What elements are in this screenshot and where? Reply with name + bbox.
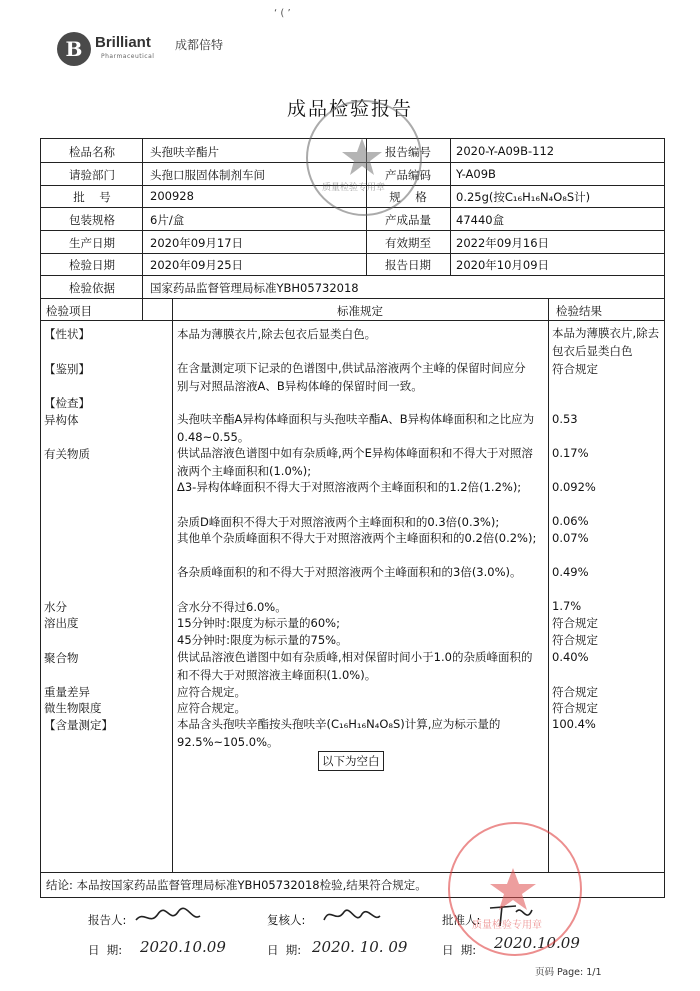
quality-stamp-bottom [448,822,582,956]
rule [450,138,451,275]
res-related-4: 0.07% [552,531,589,545]
label-spec: 规 格 [389,190,427,204]
reporter-label: 报告人: [88,913,127,927]
reporter-signature [134,906,204,932]
std-assay: 本品含头孢呋辛酯按头孢呋辛(C₁₆H₁₆N₄O₈S)计算,应为标示量的92.5%~105.0%。 [177,717,501,749]
date-value-1: 2020.10.09 [140,938,226,956]
res-weight-variation: 符合规定 [552,685,598,699]
std-isomer: 头孢呋辛酯A异构体峰面积与头孢呋辛酯A、B异构体峰面积和之比应为0.48~0.55。 [177,412,535,444]
page-number: 页码 Page: 1/1 [535,967,602,978]
std-polymer: 供试品溶液色谱图中如有杂质峰,相对保留时间小于1.0的杂质峰面积的和不得大于对照溶液主峰面积(1.0%)。 [177,650,533,682]
value-batch: 200928 [150,189,194,203]
res-dissolution-1: 符合规定 [552,616,598,630]
reviewer-signature [322,902,382,932]
std-related-4: 其他单个杂质峰面积不得大于对照溶液两个主峰面积和的0.2倍(0.2%); [177,531,537,545]
std-related-5: 各杂质峰面积的和不得大于对照溶液两个主峰面积和的3倍(3.0%)。 [177,565,522,579]
res-assay: 100.4% [552,717,596,731]
std-microbial: 应符合规定。 [177,701,246,715]
item-assay: 【含量测定】 [44,718,113,732]
value-package: 6片/盒 [150,213,185,227]
std-appearance: 本品为薄膜衣片,除去包衣后显类白色。 [177,327,377,341]
value-spec: 0.25g(按C₁₆H₁₆N₄O₈S计) [456,190,591,204]
res-polymer: 0.40% [552,650,589,664]
res-related-5: 0.49% [552,565,589,579]
logo-chinese: 成都倍特 [175,38,224,52]
label-basis: 检验依据 [69,281,115,295]
rule [172,298,173,872]
date-label-2: 日 期: [267,943,302,957]
label-expiry-date: 有效期至 [385,236,431,250]
std-related-3: 杂质D峰面积不得大于对照溶液两个主峰面积和的0.3倍(0.3%); [177,515,500,529]
value-report-date: 2020年10月09日 [456,258,550,272]
rule [40,230,665,231]
label-batch: 批 号 [73,190,111,204]
value-report-no: 2020-Y-A09B-112 [456,144,555,158]
header-item: 检验项目 [46,304,92,318]
reviewer-label: 复核人: [267,913,306,927]
std-identification: 在含量测定项下记录的色谱图中,供试品溶液两个主峰的保留时间应分别与对照品溶液A、B异构体峰的保留时间一致。 [177,361,526,393]
value-quantity: 47440盒 [456,213,505,227]
company-logo [57,32,224,68]
report-title: 成品检验报告 [286,98,413,120]
approver-label: 批准人: [442,913,481,927]
date-label-1: 日 期: [88,943,123,957]
res-identification: 符合规定 [552,362,598,376]
item-tests: 【检查】 [44,396,90,410]
label-package: 包装规格 [69,213,115,227]
rule [40,275,665,276]
value-production-date: 2020年09月17日 [150,236,244,250]
std-dissolution-1: 15分钟时:限度为标示量的60%; [177,616,340,630]
value-product-code: Y-A09B [456,167,496,181]
rule [40,298,665,299]
item-related-substances: 有关物质 [44,447,90,461]
stamp-bottom-text: 质量检验专用章 [472,920,542,931]
label-production-date: 生产日期 [69,236,115,250]
logo-text: Brilliant [95,34,151,51]
item-polymer: 聚合物 [44,651,79,665]
quality-stamp-top [306,100,422,216]
item-isomer: 异构体 [44,413,79,427]
stamp-top-text: 质量检验专用章 [322,183,386,193]
value-basis: 国家药品监督管理局标准YBH05732018 [150,281,359,295]
logo-icon: B [57,32,91,66]
std-water: 含水分不得过6.0%。 [177,600,287,614]
rule [40,253,665,254]
item-identification: 【鉴别】 [44,362,90,376]
res-water: 1.7% [552,599,582,613]
value-test-date: 2020年09月25日 [150,258,244,272]
date-label-3: 日 期: [442,943,477,957]
res-appearance: 本品为薄膜衣片,除去包衣后显类白色 [552,326,660,358]
res-related-3: 0.06% [552,514,589,528]
item-weight-variation: 重量差异 [44,685,90,699]
std-weight-variation: 应符合规定。 [177,685,246,699]
rule [40,320,665,321]
label-test-date: 检验日期 [69,258,115,272]
label-product-name: 检品名称 [69,145,115,159]
value-expiry-date: 2022年09月16日 [456,236,550,250]
header-result: 检验结果 [556,304,602,318]
date-value-2: 2020. 10. 09 [312,938,408,956]
date-value-3: 2020.10.09 [494,934,580,952]
conclusion: 结论: 本品按国家药品监督管理局标准YBH05732018检验,结果符合规定。 [46,878,427,892]
blank-below-mark: 以下为空白 [318,751,384,771]
label-report-date: 报告日期 [385,258,431,272]
item-water: 水分 [44,600,67,614]
res-microbial: 符合规定 [552,701,598,715]
label-report-no: 报告编号 [385,145,431,159]
std-related-1: 供试品溶液色谱图中如有杂质峰,两个E异构体峰面积和不得大于对照溶液两个主峰面积和(1.0%); [177,446,533,478]
item-dissolution: 溶出度 [44,616,79,630]
value-department: 头孢口服固体制剂车间 [150,168,265,182]
rule [142,138,143,320]
res-isomer: 0.53 [552,412,578,426]
top-marks: ‘ ( ’ [274,8,291,19]
std-related-2: Δ3-异构体峰面积不得大于对照溶液两个主峰面积和的1.2倍(1.2%); [177,480,522,494]
item-appearance: 【性状】 [44,327,90,341]
logo-subtext: Pharmaceutical [101,53,155,60]
label-product-code: 产品编码 [385,168,431,182]
res-dissolution-2: 符合规定 [552,633,598,647]
value-product-name: 头孢呋辛酯片 [150,145,219,159]
std-dissolution-2: 45分钟时:限度为标示量的75%。 [177,633,348,647]
header-standard: 标准规定 [337,304,383,318]
res-related-1: 0.17% [552,446,589,460]
rule [548,298,549,872]
item-microbial: 微生物限度 [44,701,102,715]
res-related-2: 0.092% [552,480,596,494]
label-department: 请验部门 [69,168,115,182]
label-quantity: 产成品量 [385,213,431,227]
